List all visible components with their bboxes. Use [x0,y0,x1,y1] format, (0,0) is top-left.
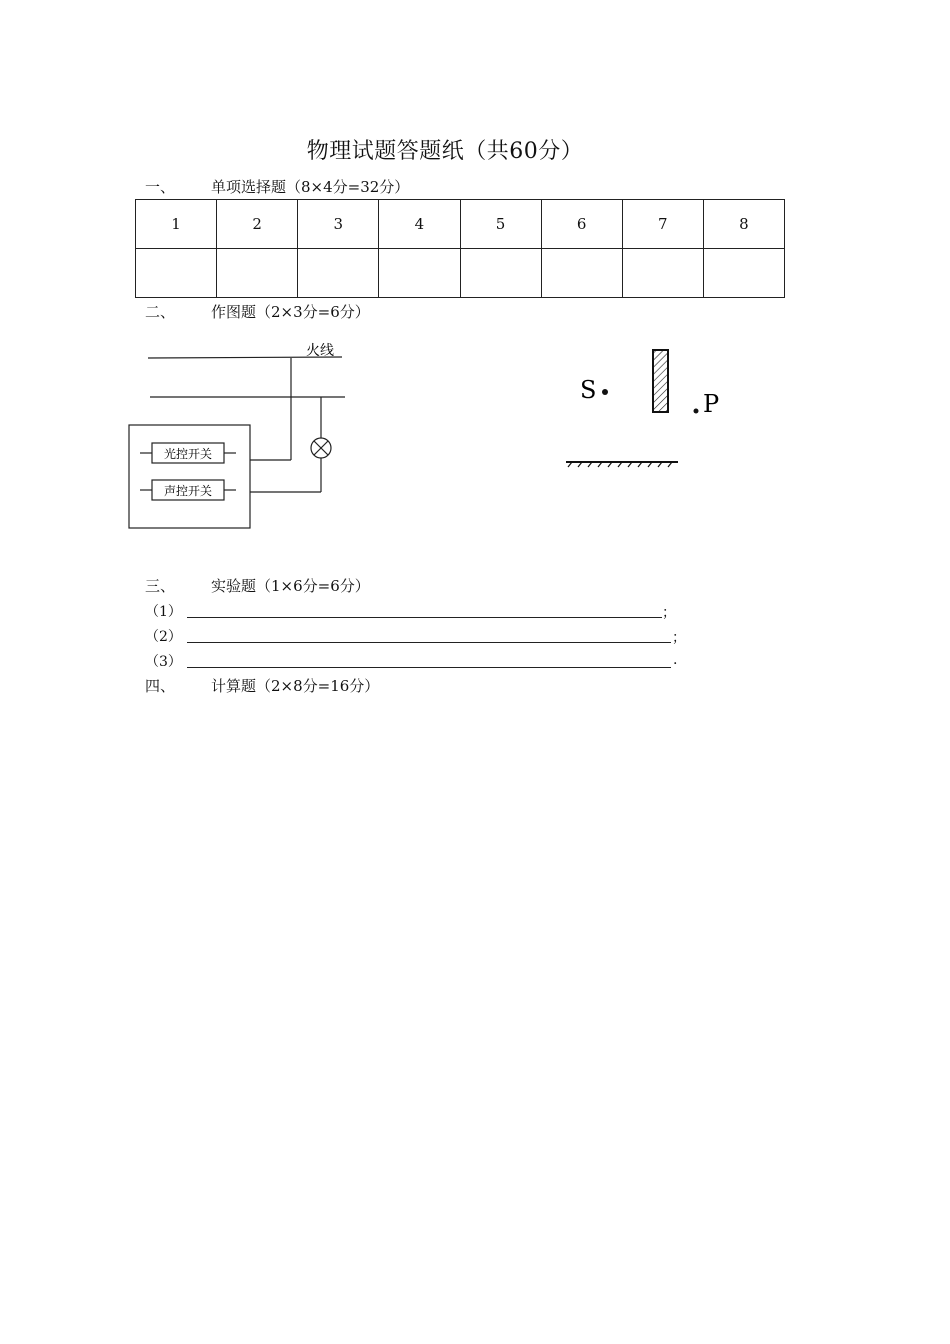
page-title: 物理试题答题纸（共60分） [306,139,584,164]
blank-3-line[interactable] [187,667,671,668]
question-number-cell: 3 [298,200,379,249]
blank-2-line[interactable] [187,642,671,643]
section-1-number: 一、 [145,178,176,196]
blank-1-end: ； [662,605,676,621]
question-number-cell: 5 [460,200,541,249]
answer-cell[interactable] [217,249,298,298]
blank-1-label: （1） [145,604,182,620]
obstacle-board [653,350,668,412]
switch-box [129,425,250,528]
blank-1-line[interactable] [187,617,662,618]
light-switch-label: 光控开关 [163,447,213,461]
ground-surface [566,462,678,467]
question-number-cell: 2 [217,200,298,249]
question-number-cell: 4 [379,200,460,249]
blank-3-label: （3） [145,654,182,670]
source-label: S [580,376,597,404]
question-number-cell: 8 [703,200,784,249]
question-number-cell: 7 [622,200,703,249]
answer-cell[interactable] [703,249,784,298]
section-2-number: 二、 [145,303,176,321]
answer-cell[interactable] [298,249,379,298]
section-4-number: 四、 [145,677,176,695]
section-3-number: 三、 [145,577,176,595]
blank-3-end: . [673,652,678,668]
blank-2-label: （2） [145,629,182,645]
source-point [602,389,608,395]
answer-cell[interactable] [460,249,541,298]
section-1-title: 单项选择题（8×4分=32分） [211,178,410,196]
answer-cell[interactable] [622,249,703,298]
circuit-diagram [120,335,360,535]
section-3-title: 实验题（1×6分=6分） [211,577,370,595]
section-4-title: 计算题（2×8分=16分） [211,677,380,695]
answer-cell[interactable] [136,249,217,298]
section-2-title: 作图题（2×3分=6分） [211,303,370,321]
answer-table-answer-row [136,249,785,298]
point-p [694,409,699,414]
answer-table-header-row [136,200,785,249]
sound-switch-label: 声控开关 [163,484,213,498]
answer-table [135,199,785,298]
answer-cell[interactable] [379,249,460,298]
point-p-label: P [703,390,720,418]
live-wire-label: 火线 [306,343,334,359]
question-number-cell: 1 [136,200,217,249]
optics-diagram [560,340,740,480]
blank-2-end: ； [672,630,686,646]
answer-cell[interactable] [541,249,622,298]
lamp-symbol [311,438,331,458]
question-number-cell: 6 [541,200,622,249]
